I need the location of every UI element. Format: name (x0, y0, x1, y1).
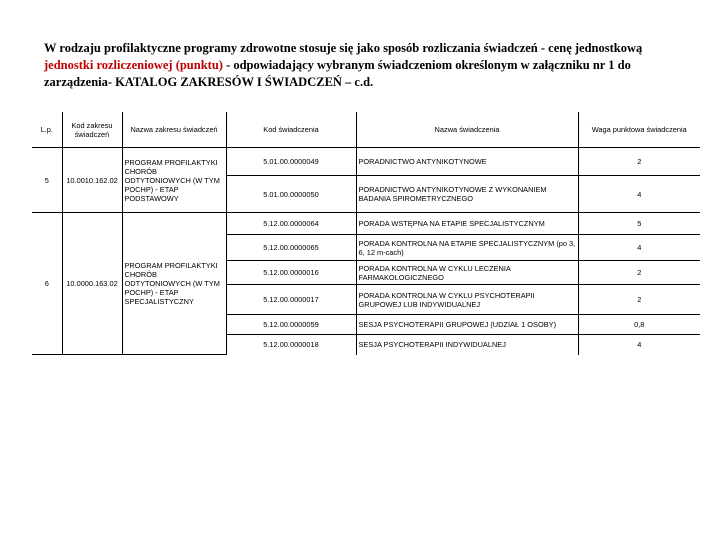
catalog-table (32, 112, 700, 355)
heading-text-part2: - odpowiadający wybranym świadczeniom określonym w załączniku nr 1 do zarządzenia- KATALOG ZAKRESÓW I ŚWIADCZEŃ – c.d. (44, 58, 631, 89)
cell-kod: 5.12.00.0000059 (226, 315, 356, 335)
table-row (32, 148, 700, 176)
page-heading (44, 40, 684, 91)
cell-nazwa: PORADA WSTĘPNA NA ETAPIE SPECJALISTYCZNYM (356, 213, 578, 235)
cell-waga: 2 (578, 261, 700, 285)
heading-highlight: jednostki rozliczeniowej (punktu) (44, 58, 223, 72)
cell-nazwa: PORADA KONTROLNA W CYKLU LECZENIA FARMAKOLOGICZNEGO (356, 261, 578, 285)
cell-nazwa: PORADA KONTROLNA NA ETAPIE SPECJALISTYCZNYM (po 3, 6, 12 m-cach) (356, 235, 578, 261)
cell-waga: 0,8 (578, 315, 700, 335)
cell-kod: 5.12.00.0000016 (226, 261, 356, 285)
cell-nazwa: PORADNICTWO ANTYNIKOTYNOWE (356, 148, 578, 176)
group-lp: 5 (32, 148, 62, 213)
group-nazwa-zakresu: PROGRAM PROFILAKTYKI CHORÓB ODTYTONIOWYCH (W TYM POCHP) - ETAP SPECJALISTYCZNY (122, 213, 226, 355)
cell-kod: 5.12.00.0000064 (226, 213, 356, 235)
cell-nazwa: SESJA PSYCHOTERAPII INDYWIDUALNEJ (356, 335, 578, 355)
cell-waga: 2 (578, 148, 700, 176)
table-row (32, 213, 700, 235)
cell-waga: 4 (578, 176, 700, 213)
group-lp: 6 (32, 213, 62, 355)
cell-waga: 2 (578, 285, 700, 315)
cell-kod: 5.12.00.0000018 (226, 335, 356, 355)
group-kod-zakresu: 10.0010.162.02 (62, 148, 122, 213)
cell-nazwa: SESJA PSYCHOTERAPII GRUPOWEJ (UDZIAŁ 1 OSOBY) (356, 315, 578, 335)
header-lp: L.p. (32, 112, 62, 148)
header-nazwa-zakresu: Nazwa zakresu świadczeń (122, 112, 226, 148)
heading-text-part1: W rodzaju profilaktyczne programy zdrowotne stosuje się jako sposób rozliczania świadczeń - cenę jednostkową (44, 41, 643, 55)
cell-kod: 5.12.00.0000017 (226, 285, 356, 315)
cell-waga: 5 (578, 213, 700, 235)
header-nazwa-swiadczenia: Nazwa świadczenia (356, 112, 578, 148)
cell-kod: 5.01.00.0000049 (226, 148, 356, 176)
header-kod-swiadczenia: Kod świadczenia (226, 112, 356, 148)
header-waga: Waga punktowa świadczenia (578, 112, 700, 148)
cell-waga: 4 (578, 235, 700, 261)
cell-nazwa: PORADA KONTROLNA W CYKLU PSYCHOTERAPII GRUPOWEJ LUB INDYWIDUALNEJ (356, 285, 578, 315)
cell-kod: 5.01.00.0000050 (226, 176, 356, 213)
cell-waga: 4 (637, 340, 642, 350)
cell-nazwa: PORADNICTWO ANTYNIKOTYNOWE Z WYKONANIEM BADANIA SPIROMETRYCZNEGO (356, 176, 578, 213)
group-nazwa-zakresu: PROGRAM PROFILAKTYKI CHORÓB ODTYTONIOWYCH (W TYM POCHP) - ETAP PODSTAWOWY (122, 148, 226, 213)
header-kod-zakresu: Kod zakresu świadczeń (62, 112, 122, 148)
table-header-row (32, 112, 700, 148)
cell-kod: 5.12.00.0000065 (226, 235, 356, 261)
group-kod-zakresu: 10.0000.163.02 (62, 213, 122, 355)
